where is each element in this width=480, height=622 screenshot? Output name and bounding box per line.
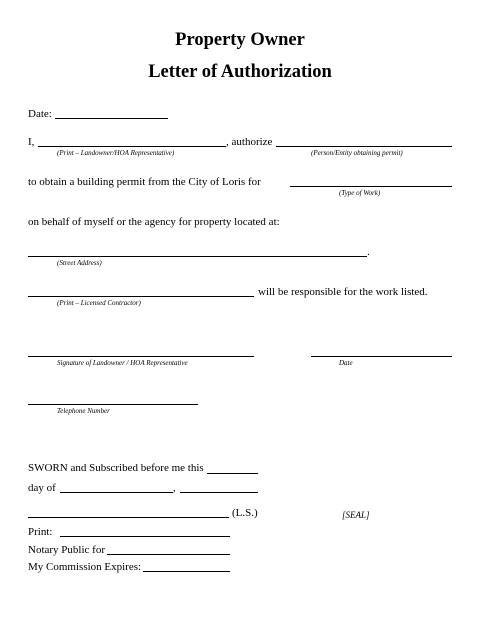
date-field[interactable]	[55, 118, 168, 119]
caption-street-address: (Street Address)	[57, 259, 102, 267]
day-of-comma: ,	[173, 482, 176, 494]
responsible-text: will be responsible for the work listed.	[258, 286, 428, 298]
caption-person-entity: (Person/Entity obtaining permit)	[311, 149, 403, 157]
sworn-month-field[interactable]	[60, 492, 173, 493]
date-label: Date:	[28, 108, 52, 120]
contractor-name-field[interactable]	[28, 296, 254, 297]
caption-telephone: Telephone Number	[57, 407, 110, 415]
signature-field[interactable]	[28, 356, 254, 357]
notary-signature-field[interactable]	[28, 517, 229, 518]
authorize-label: , authorize	[226, 136, 273, 148]
ls-label: (L.S.)	[232, 507, 258, 519]
permit-obtainer-field[interactable]	[276, 146, 452, 147]
street-address-field[interactable]	[28, 256, 367, 257]
sworn-day-field[interactable]	[207, 473, 258, 474]
sworn-year-field[interactable]	[180, 492, 258, 493]
permit-text: to obtain a building permit from the City of Loris for	[28, 176, 261, 188]
sworn-text: SWORN and Subscribed before me this	[28, 462, 204, 474]
title-letter-of-authorization: Letter of Authorization	[148, 62, 332, 82]
caption-type-of-work: (Type of Work)	[339, 189, 381, 197]
signature-date-field[interactable]	[311, 356, 452, 357]
notary-public-field[interactable]	[107, 554, 230, 555]
telephone-field[interactable]	[28, 404, 198, 405]
type-of-work-field[interactable]	[290, 186, 452, 187]
caption-date: Date	[339, 359, 353, 367]
behalf-text: on behalf of myself or the agency for property located at:	[28, 216, 280, 228]
commission-label: My Commission Expires:	[28, 561, 142, 573]
seal-label: [SEAL]	[342, 510, 370, 520]
day-of-label: day of	[28, 482, 56, 494]
caption-print-landowner: (Print – Landowner/HOA Representative)	[57, 149, 175, 157]
notary-public-label: Notary Public for	[28, 544, 105, 556]
caption-signature: Signature of Landowner / HOA Representative	[57, 359, 188, 367]
i-label: I,	[28, 136, 35, 148]
address-period: .	[367, 246, 370, 258]
print-label: Print:	[28, 526, 53, 538]
commission-expires-field[interactable]	[143, 571, 230, 572]
notary-print-field[interactable]	[60, 536, 230, 537]
landowner-name-field[interactable]	[38, 146, 226, 147]
title-property-owner: Property Owner	[175, 30, 305, 50]
caption-print-contractor: (Print – Licensed Contractor)	[57, 299, 141, 307]
